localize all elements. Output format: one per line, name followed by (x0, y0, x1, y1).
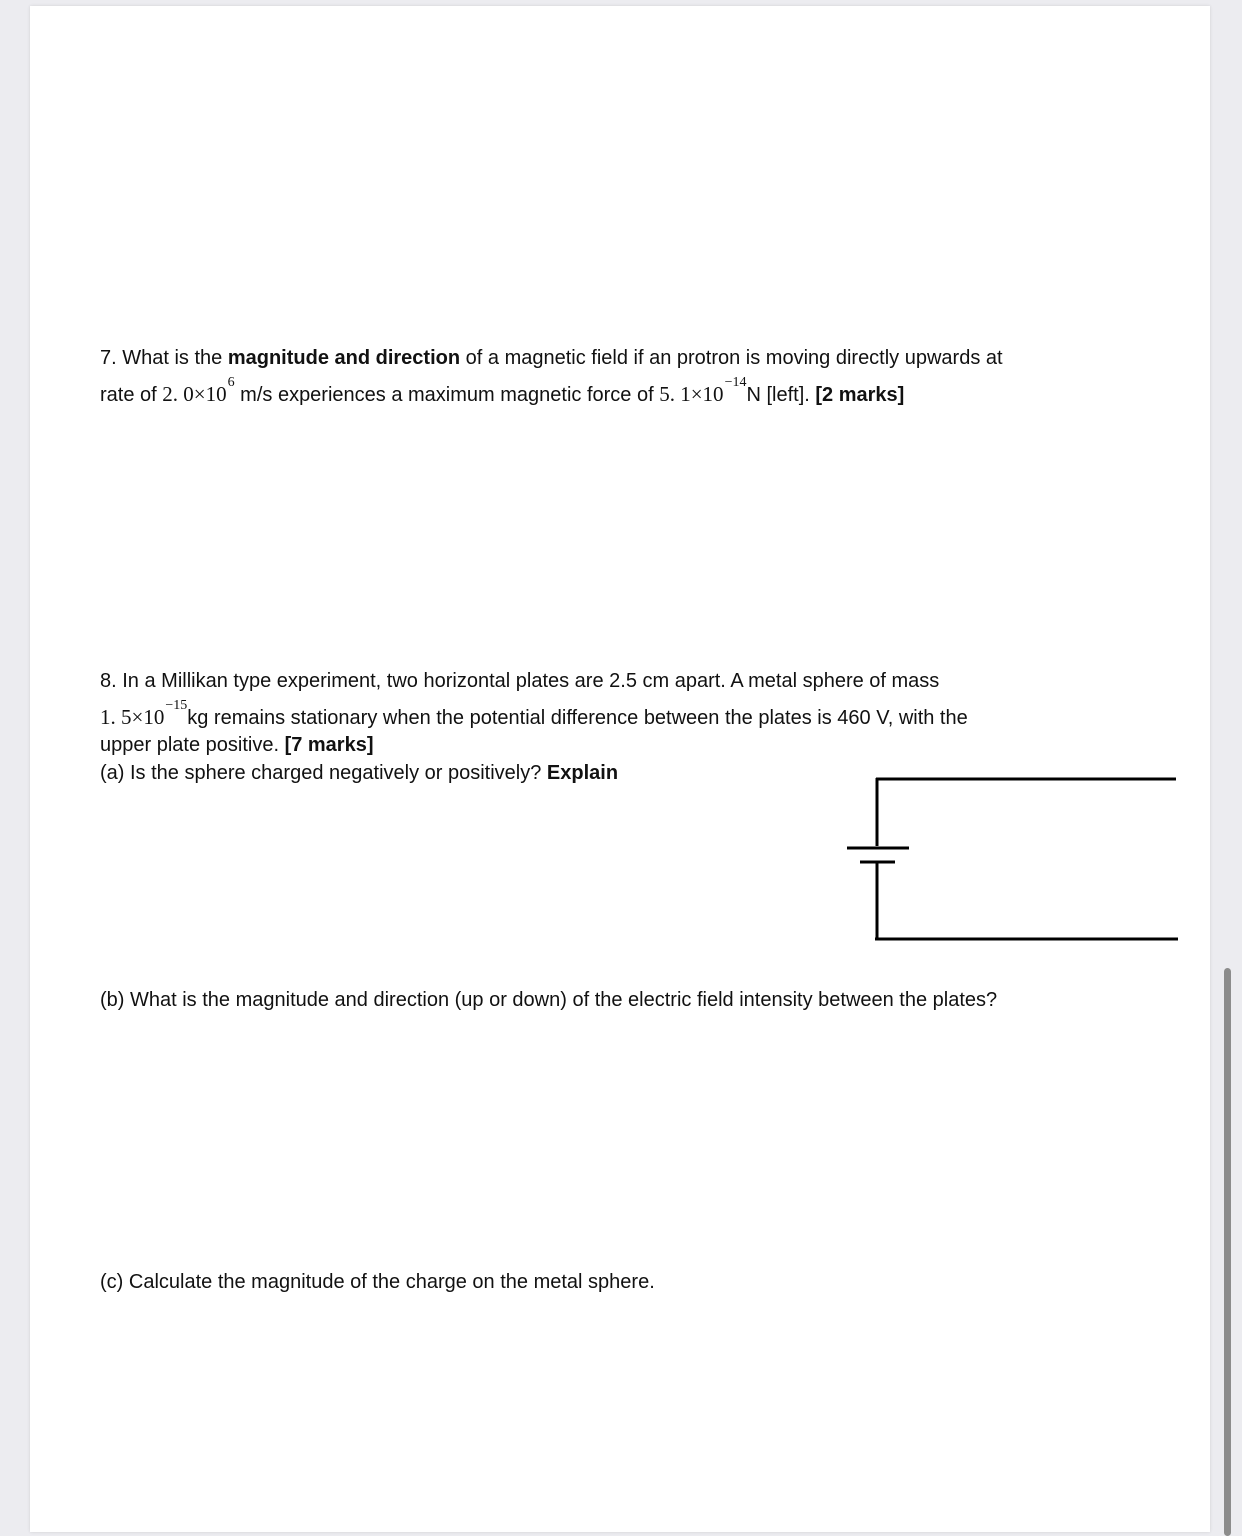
q8-part-b (100, 988, 997, 1012)
q7-emphasis: magnitude and direction (227, 347, 461, 369)
q7-line2-post: N [left]. (746, 384, 816, 406)
q7-line-1 (100, 346, 1003, 370)
q8-line-2 (100, 698, 968, 733)
vertical-scrollbar[interactable] (1224, 968, 1231, 1536)
q8-mass-exponent: −15 (165, 698, 188, 713)
q8-part-c (100, 1270, 655, 1294)
q7-speed-value: 2. 0×10 (162, 382, 227, 406)
q7-line1-post: of a magnetic field if an protron is moving directly upwards at (460, 347, 1003, 369)
q8-part-a-text: (a) Is the sphere charged negatively or positively? (100, 762, 547, 784)
q7-line-2 (100, 375, 905, 410)
q8-line-3 (100, 733, 374, 757)
q8-line-1 (100, 669, 939, 693)
q7-speed-exponent: 6 (227, 375, 235, 390)
q8-part-a (100, 761, 618, 785)
q8-part-a-explain: Explain (546, 762, 619, 784)
q8-line1-text: 8. In a Millikan type experiment, two horizontal plates are 2.5 cm apart. A metal sphere of mass (100, 670, 940, 692)
q7-line2-mid: m/s experiences a maximum magnetic force of (234, 384, 660, 406)
q7-force-value: 5. 1×10 (659, 382, 724, 406)
q8-marks: [7 marks] (284, 734, 374, 756)
q7-marks: [2 marks] (815, 384, 905, 406)
plates-battery-diagram (845, 776, 1181, 946)
q8-part-c-text: (c) Calculate the magnitude of the charge on the metal sphere. (100, 1271, 655, 1293)
q8-part-b-text: (b) What is the magnitude and direction (up or down) of the electric field intensity between the plates? (100, 989, 998, 1011)
q8-line2-post: kg remains stationary when the potential difference between the plates is 460 V, with the (187, 707, 968, 729)
q7-line1-pre: 7. What is the (100, 347, 228, 369)
q7-line2-pre: rate of (100, 384, 163, 406)
q7-force-exponent: −14 (724, 375, 747, 390)
q8-line3-pre: upper plate positive. (100, 734, 285, 756)
q8-mass-value: 1. 5×10 (100, 705, 165, 729)
